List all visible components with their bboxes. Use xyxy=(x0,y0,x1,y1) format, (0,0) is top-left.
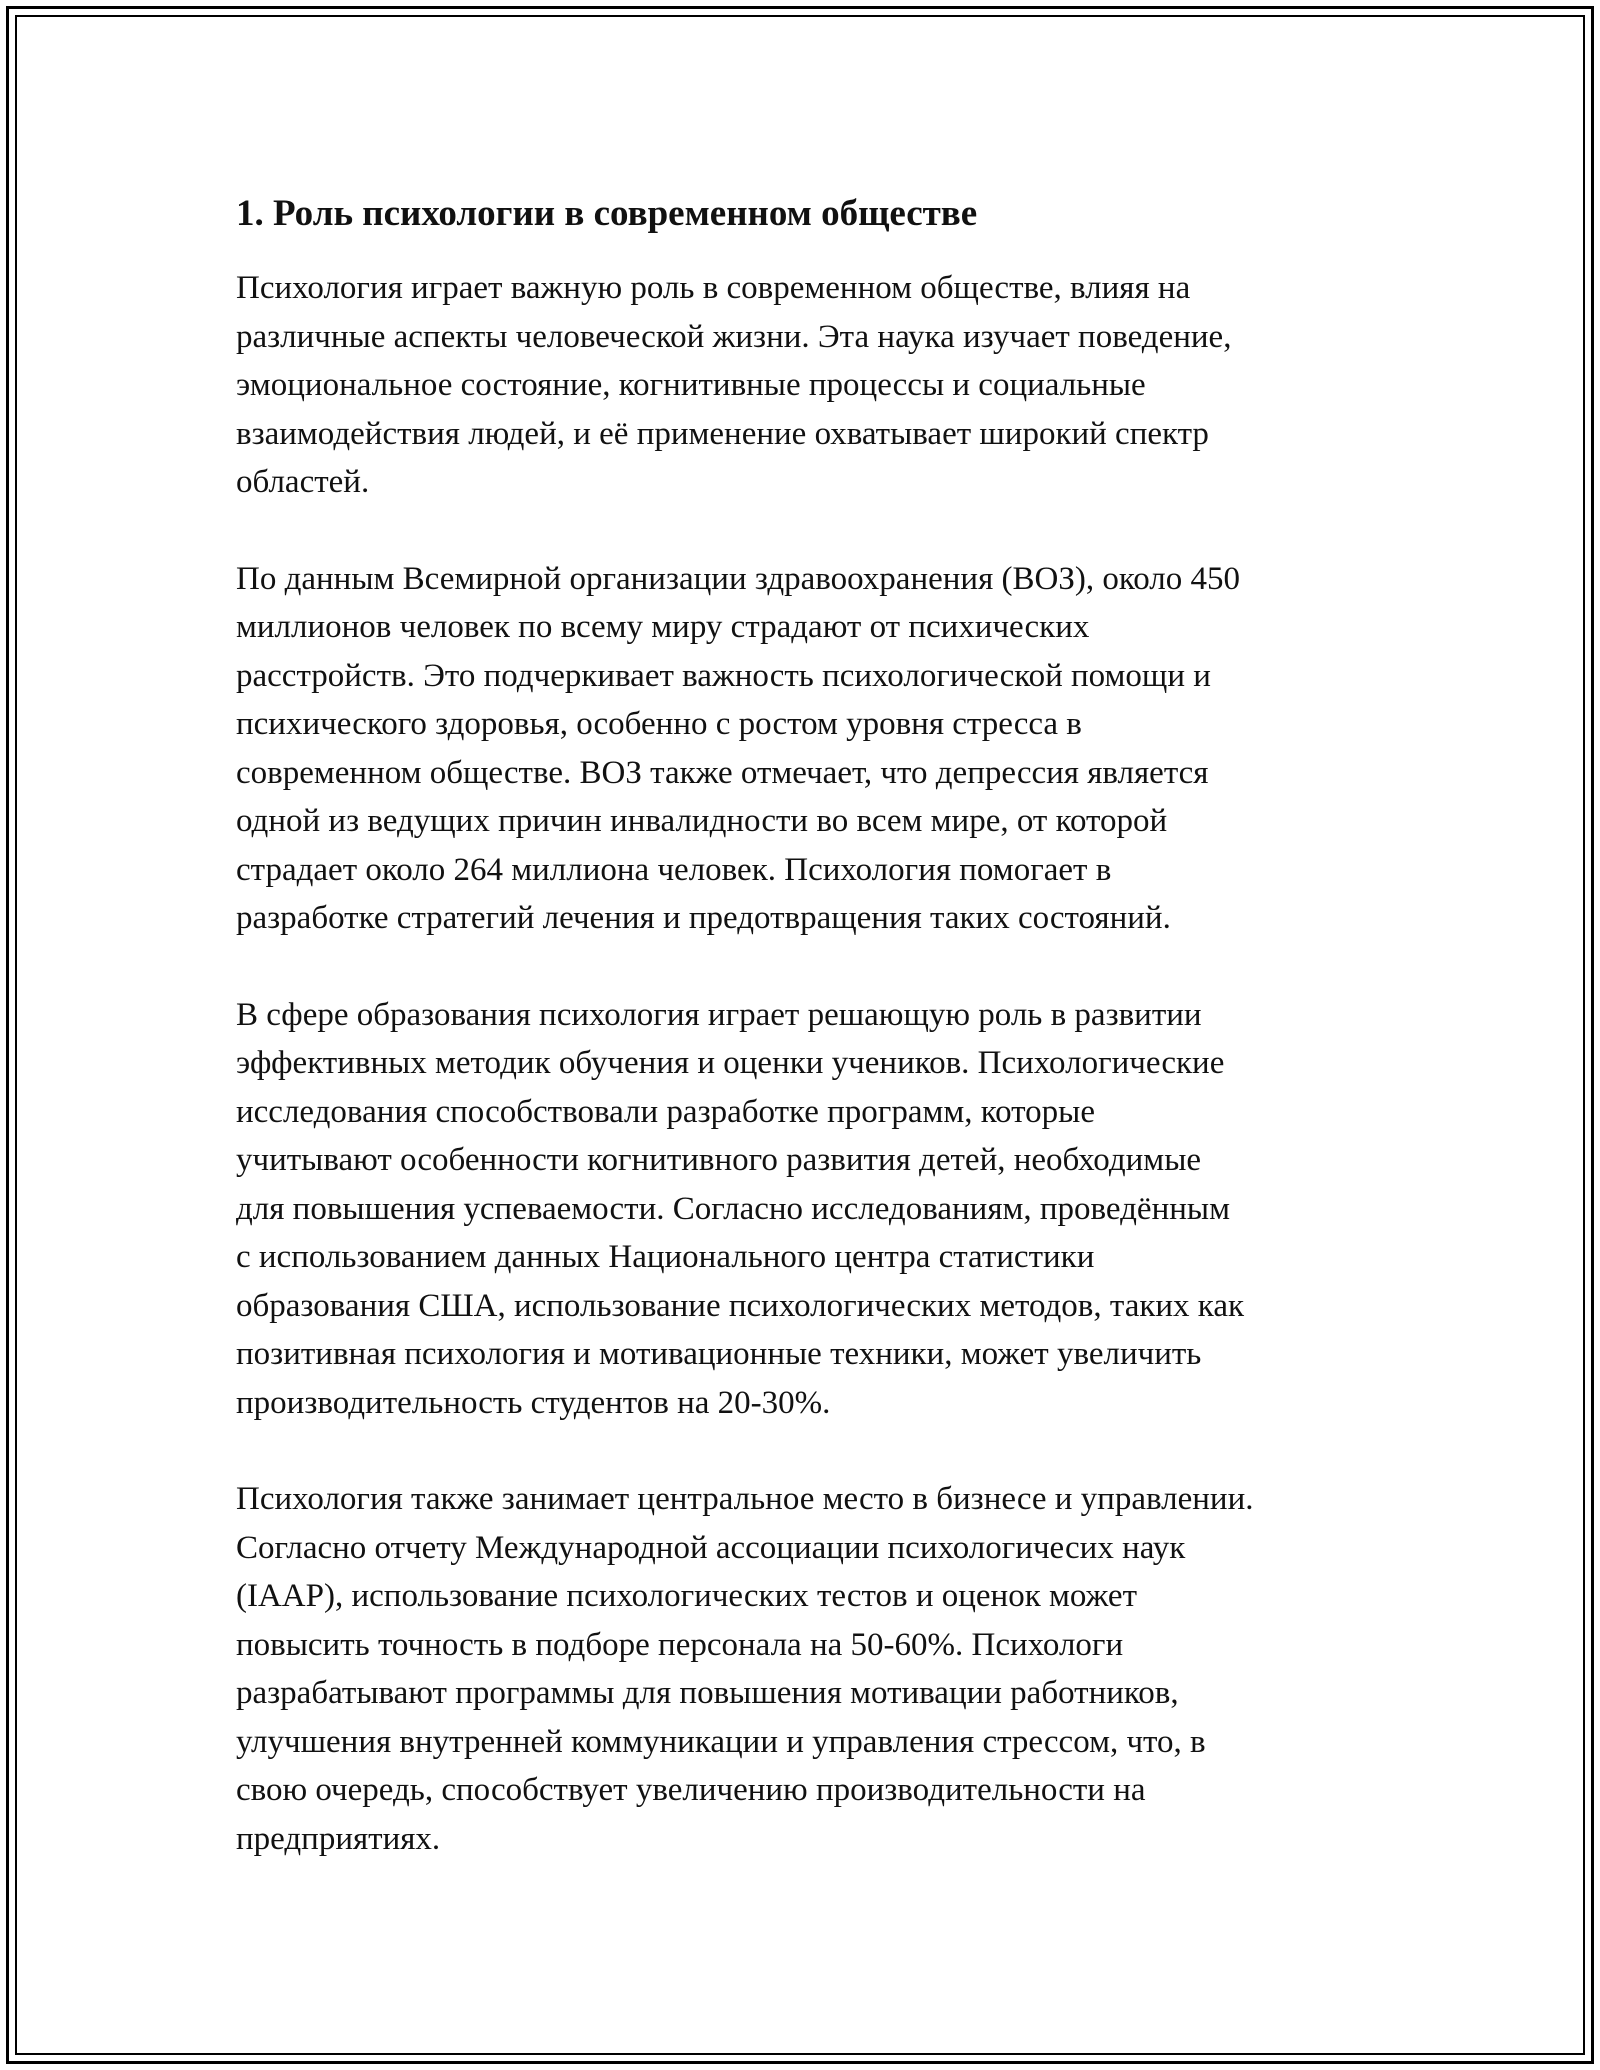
text-line: различные аспекты человеческой жизни. Эта наука изучает поведение, xyxy=(236,318,1232,355)
text-line: эффективных методик обучения и оценки учеников. Психологические xyxy=(236,1045,1225,1081)
text-line: с использованием данных Национального центра статистики xyxy=(236,1239,1095,1275)
text-line: эмоциональное состояние, когнитивные процессы и социальные xyxy=(236,367,1146,403)
text-line: Согласно отчету Международной ассоциации психологичесих наук xyxy=(236,1529,1186,1566)
document-body xyxy=(236,190,1376,1911)
text-line: учитывают особенности когнитивного развития детей, необходимые xyxy=(236,1142,1202,1178)
text-line: свою очередь, способствует увеличению производительности на xyxy=(236,1772,1146,1808)
text-line: областей. xyxy=(236,464,370,500)
text-line: разрабатывают программы для повышения мотивации работников, xyxy=(236,1675,1179,1711)
text-line: расстройств. Это подчеркивает важность психологической помощи и xyxy=(236,657,1211,694)
text-line: повысить точность в подборе персонала на 50-60%. Психологи xyxy=(236,1626,1124,1663)
text-line: миллионов человек по всему миру страдают от психических xyxy=(236,609,1090,645)
text-line: Психология также занимает центральное место в бизнесе и управлении. xyxy=(236,1481,1254,1517)
paragraph-intro xyxy=(236,264,1376,507)
paragraph-who xyxy=(236,555,1376,943)
text-line: производительность студентов на 20-30%. xyxy=(236,1384,831,1421)
text-line: взаимодействия людей, и её применение охватывает широкий спектр xyxy=(236,415,1209,452)
text-line: современном обществе. ВОЗ также отмечает, что депрессия является xyxy=(236,754,1209,791)
text-line: разработке стратегий лечения и предотвращения таких состояний. xyxy=(236,900,1171,936)
text-line: для повышения успеваемости. Согласно исследованиям, проведённым xyxy=(236,1190,1230,1227)
paragraph-business xyxy=(236,1475,1376,1863)
text-line: улучшения внутренней коммуникации и управления стрессом, что, в xyxy=(236,1723,1206,1760)
text-line: предприятиях. xyxy=(236,1820,441,1857)
section-heading: 1. Роль психологии в современном обществе xyxy=(236,193,978,234)
text-line: позитивная психология и мотивационные техники, может увеличить xyxy=(236,1336,1202,1372)
text-line: Психология играет важную роль в современном обществе, влияя на xyxy=(236,270,1191,306)
text-line: страдает около 264 миллиона человек. Психология помогает в xyxy=(236,851,1112,888)
text-line: психического здоровья, особенно с ростом уровня стресса в xyxy=(236,706,1082,742)
text-line: (IAAP), использование психологических тестов и оценок может xyxy=(236,1578,1137,1614)
text-line: одной из ведущих причин инвалидности во всем мире, от которой xyxy=(236,803,1168,839)
text-line: исследования способствовали разработке программ, которые xyxy=(236,1093,1095,1130)
text-line: В сфере образования психология играет решающую роль в развитии xyxy=(236,996,1202,1033)
text-line: По данным Всемирной организации здравоохранения (ВОЗ), около 450 xyxy=(236,560,1240,597)
text-line: образования США, использование психологических методов, таких как xyxy=(236,1287,1245,1324)
paragraph-education xyxy=(236,991,1376,1428)
